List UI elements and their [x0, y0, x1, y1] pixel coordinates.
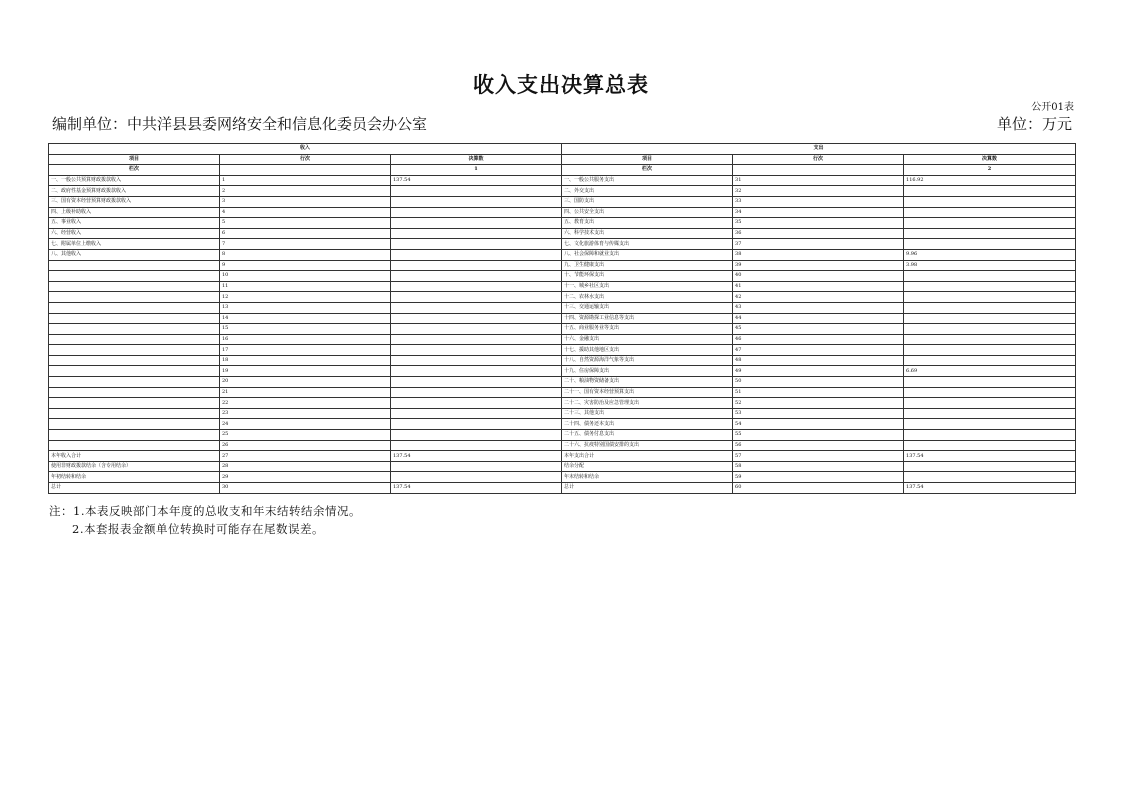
income-row-no-cell: 17: [220, 345, 391, 356]
expense-row-no-cell: 48: [733, 355, 904, 366]
expense-amount-cell: [904, 461, 1076, 472]
income-amount-cell: [391, 366, 562, 377]
expense-item-header: 项目: [562, 154, 733, 165]
table-row: [49, 408, 1076, 419]
income-amount-cell: [391, 292, 562, 303]
expense-row-no-cell: 51: [733, 387, 904, 398]
income-item-cell: [49, 355, 220, 366]
income-item-cell: [49, 419, 220, 430]
expense-row-no-cell: 39: [733, 260, 904, 271]
income-amount-cell: [391, 228, 562, 239]
income-amount-cell: [391, 207, 562, 218]
income-item-cell: [49, 302, 220, 313]
income-item-cell: [49, 377, 220, 388]
income-row-no-cell: 5: [220, 218, 391, 229]
income-item-cell: 二、政府性基金预算财政拨款收入: [49, 186, 220, 197]
expense-row-no-cell: 33: [733, 196, 904, 207]
income-amount-cell: [391, 408, 562, 419]
income-amount-cell: [391, 281, 562, 292]
expense-row-no-cell: 50: [733, 377, 904, 388]
expense-amount-cell: [904, 281, 1076, 292]
expense-amount-cell: 137.54: [904, 451, 1076, 462]
reporting-organization: 编制单位：中共洋县县委网络安全和信息化委员会办公室: [52, 115, 428, 133]
table-row: [49, 302, 1076, 313]
income-item-cell: [49, 292, 220, 303]
income-item-cell: [49, 387, 220, 398]
income-row-no-cell: 2: [220, 186, 391, 197]
expense-lanci-label: 栏次: [562, 165, 733, 176]
expense-amount-cell: [904, 419, 1076, 430]
income-row-no-cell: 8: [220, 249, 391, 260]
income-amount-cell: [391, 313, 562, 324]
expense-amount-cell: [904, 239, 1076, 250]
expense-amount-cell: 9.96: [904, 249, 1076, 260]
income-item-cell: 七、附属单位上缴收入: [49, 239, 220, 250]
income-item-cell: [49, 260, 220, 271]
expense-row-no-cell: 46: [733, 334, 904, 345]
income-amount-cell: 137.54: [391, 175, 562, 186]
currency-unit: 单位：万元: [996, 115, 1072, 133]
income-item-cell: [49, 271, 220, 282]
income-row-no-cell: 30: [220, 483, 391, 494]
expense-item-cell: 二十二、灾害防治及应急管理支出: [562, 398, 733, 409]
expense-amount-cell: [904, 271, 1076, 282]
expense-amount-cell: [904, 430, 1076, 441]
income-row-no-cell: 13: [220, 302, 391, 313]
income-item-cell: [49, 281, 220, 292]
income-item-cell: 三、国有资本经营预算财政拨款收入: [49, 196, 220, 207]
table-row: [49, 440, 1076, 451]
expense-row-no-cell: 57: [733, 451, 904, 462]
expense-amount-cell: 137.54: [904, 483, 1076, 494]
income-amount-cell: [391, 302, 562, 313]
expense-item-cell: 二十五、债务付息支出: [562, 430, 733, 441]
income-amount-cell: [391, 387, 562, 398]
income-row-no-cell: 18: [220, 355, 391, 366]
income-item-cell: 年初结转和结余: [49, 472, 220, 483]
expense-row-no-cell: 31: [733, 175, 904, 186]
table-row: [49, 419, 1076, 430]
expense-item-cell: 十六、金融支出: [562, 334, 733, 345]
income-row-no-cell: 10: [220, 271, 391, 282]
page-title: 收入支出决算总表: [473, 72, 649, 97]
income-amount-cell: [391, 398, 562, 409]
income-amount-cell: [391, 196, 562, 207]
expense-amount-header: 决算数: [904, 154, 1076, 165]
expense-amount-cell: [904, 313, 1076, 324]
table-row: [49, 334, 1076, 345]
income-row-no-cell: 14: [220, 313, 391, 324]
expense-amount-cell: 3.98: [904, 260, 1076, 271]
income-item-cell: 使用非财政拨款结余（含专用结余）: [49, 461, 220, 472]
income-row-no-cell: 12: [220, 292, 391, 303]
income-section-header: 收入: [49, 144, 562, 155]
income-amount-cell: 137.54: [391, 483, 562, 494]
income-item-cell: 总计: [49, 483, 220, 494]
expense-item-cell: 二十三、其他支出: [562, 408, 733, 419]
income-row-no-cell: 27: [220, 451, 391, 462]
table-row: [49, 451, 1076, 462]
income-item-cell: [49, 366, 220, 377]
section-header-row: [49, 144, 1076, 155]
table-row: [49, 239, 1076, 250]
expense-amount-cell: [904, 228, 1076, 239]
income-row-no-header: 行次: [220, 154, 391, 165]
expense-item-cell: 二十六、抗疫特别国债安排的支出: [562, 440, 733, 451]
table-row: [49, 196, 1076, 207]
table-row: [49, 387, 1076, 398]
expense-amount-cell: [904, 302, 1076, 313]
expense-item-cell: 二十、粮油物资储备支出: [562, 377, 733, 388]
expense-row-no-cell: 54: [733, 419, 904, 430]
expense-lanci-blank: [733, 165, 904, 176]
income-item-header: 项目: [49, 154, 220, 165]
income-column-number: 1: [391, 165, 562, 176]
expense-item-cell: 二十四、债务还本支出: [562, 419, 733, 430]
income-amount-cell: [391, 324, 562, 335]
income-row-no-cell: 3: [220, 196, 391, 207]
expense-amount-cell: [904, 377, 1076, 388]
income-row-no-cell: 6: [220, 228, 391, 239]
income-amount-cell: [391, 186, 562, 197]
expense-row-no-cell: 36: [733, 228, 904, 239]
footnote-1: 注：1.本表反映部门本年度的总收支和年末结转结余情况。: [49, 504, 361, 518]
expense-row-no-cell: 43: [733, 302, 904, 313]
expense-item-cell: 三、国防支出: [562, 196, 733, 207]
income-row-no-cell: 15: [220, 324, 391, 335]
income-item-cell: 本年收入合计: [49, 451, 220, 462]
income-amount-cell: [391, 239, 562, 250]
table-row: [49, 313, 1076, 324]
expense-row-no-cell: 53: [733, 408, 904, 419]
expense-row-no-cell: 47: [733, 345, 904, 356]
footnote-2: 2.本套报表金额单位转换时可能存在尾数误差。: [72, 522, 324, 536]
expense-item-cell: 十一、城乡社区支出: [562, 281, 733, 292]
expense-row-no-cell: 44: [733, 313, 904, 324]
expense-row-no-cell: 37: [733, 239, 904, 250]
income-row-no-cell: 28: [220, 461, 391, 472]
income-row-no-cell: 26: [220, 440, 391, 451]
table-row: [49, 249, 1076, 260]
income-amount-cell: [391, 345, 562, 356]
expense-row-no-cell: 40: [733, 271, 904, 282]
income-amount-cell: [391, 440, 562, 451]
expense-amount-cell: [904, 440, 1076, 451]
income-amount-cell: [391, 271, 562, 282]
income-amount-header: 决算数: [391, 154, 562, 165]
income-item-cell: [49, 313, 220, 324]
expense-item-cell: 四、公共安全支出: [562, 207, 733, 218]
expense-item-cell: 十八、自然资源海洋气象等支出: [562, 355, 733, 366]
expense-item-cell: 六、科学技术支出: [562, 228, 733, 239]
income-row-no-cell: 11: [220, 281, 391, 292]
income-amount-cell: 137.54: [391, 451, 562, 462]
expense-item-cell: 总计: [562, 483, 733, 494]
expense-item-cell: 结余分配: [562, 461, 733, 472]
income-item-cell: 六、经营收入: [49, 228, 220, 239]
expense-item-cell: 九、卫生健康支出: [562, 260, 733, 271]
income-amount-cell: [391, 377, 562, 388]
income-row-no-cell: 1: [220, 175, 391, 186]
income-amount-cell: [391, 260, 562, 271]
expense-row-no-cell: 41: [733, 281, 904, 292]
income-amount-cell: [391, 430, 562, 441]
table-row: [49, 324, 1076, 335]
column-number-row: [49, 165, 1076, 176]
table-row: [49, 377, 1076, 388]
expense-item-cell: 十七、援助其他地区支出: [562, 345, 733, 356]
income-row-no-cell: 9: [220, 260, 391, 271]
footnotes: [49, 502, 361, 538]
table-row: [49, 472, 1076, 483]
income-item-cell: [49, 408, 220, 419]
income-item-cell: [49, 440, 220, 451]
expense-row-no-cell: 55: [733, 430, 904, 441]
expense-amount-cell: 6.69: [904, 366, 1076, 377]
expense-item-cell: 十、节能环保支出: [562, 271, 733, 282]
expense-amount-cell: [904, 334, 1076, 345]
table-row: [49, 186, 1076, 197]
column-header-row: [49, 154, 1076, 165]
expense-row-no-cell: 34: [733, 207, 904, 218]
expense-amount-cell: [904, 472, 1076, 483]
table-row: [49, 430, 1076, 441]
table-row: [49, 355, 1076, 366]
table-row: [49, 345, 1076, 356]
expense-item-cell: 二十一、国有资本经营预算支出: [562, 387, 733, 398]
table-row: [49, 366, 1076, 377]
expense-amount-cell: [904, 196, 1076, 207]
income-amount-cell: [391, 355, 562, 366]
expense-amount-cell: [904, 292, 1076, 303]
expense-item-cell: 十五、商业服务业等支出: [562, 324, 733, 335]
income-row-no-cell: 4: [220, 207, 391, 218]
expense-amount-cell: [904, 218, 1076, 229]
expense-item-cell: 十九、住房保障支出: [562, 366, 733, 377]
expense-row-no-cell: 60: [733, 483, 904, 494]
expense-item-cell: 十三、交通运输支出: [562, 302, 733, 313]
income-item-cell: 五、事业收入: [49, 218, 220, 229]
expense-item-cell: 五、教育支出: [562, 218, 733, 229]
expense-row-no-header: 行次: [733, 154, 904, 165]
income-item-cell: 一、一般公共预算财政拨款收入: [49, 175, 220, 186]
expense-row-no-cell: 38: [733, 249, 904, 260]
income-row-no-cell: 24: [220, 419, 391, 430]
income-row-no-cell: 20: [220, 377, 391, 388]
income-amount-cell: [391, 218, 562, 229]
income-row-no-cell: 22: [220, 398, 391, 409]
table-row: [49, 271, 1076, 282]
expense-row-no-cell: 59: [733, 472, 904, 483]
income-item-cell: [49, 430, 220, 441]
expense-item-cell: 本年支出合计: [562, 451, 733, 462]
table-row: [49, 483, 1076, 494]
expense-item-cell: 年末结转和结余: [562, 472, 733, 483]
income-row-no-cell: 19: [220, 366, 391, 377]
expense-section-header: 支出: [562, 144, 1076, 155]
table-row: [49, 207, 1076, 218]
expense-row-no-cell: 52: [733, 398, 904, 409]
income-amount-cell: [391, 249, 562, 260]
income-amount-cell: [391, 461, 562, 472]
table-row: [49, 228, 1076, 239]
expense-amount-cell: [904, 207, 1076, 218]
expense-item-cell: 八、社会保障和就业支出: [562, 249, 733, 260]
expense-amount-cell: [904, 408, 1076, 419]
table-row: [49, 175, 1076, 186]
expense-item-cell: 十二、农林水支出: [562, 292, 733, 303]
table-row: [49, 292, 1076, 303]
expense-amount-cell: [904, 398, 1076, 409]
table-row: [49, 218, 1076, 229]
income-lanci-label: 栏次: [49, 165, 220, 176]
income-row-no-cell: 25: [220, 430, 391, 441]
income-item-cell: 四、上级补助收入: [49, 207, 220, 218]
income-item-cell: 八、其他收入: [49, 249, 220, 260]
expense-row-no-cell: 56: [733, 440, 904, 451]
table-row: [49, 281, 1076, 292]
form-number: 公开01表: [1031, 102, 1074, 113]
expense-column-number: 2: [904, 165, 1076, 176]
expense-item-cell: 一、一般公共服务支出: [562, 175, 733, 186]
expense-row-no-cell: 35: [733, 218, 904, 229]
expense-row-no-cell: 32: [733, 186, 904, 197]
expense-row-no-cell: 42: [733, 292, 904, 303]
income-item-cell: [49, 324, 220, 335]
expense-amount-cell: [904, 324, 1076, 335]
expense-row-no-cell: 45: [733, 324, 904, 335]
income-item-cell: [49, 398, 220, 409]
income-row-no-cell: 16: [220, 334, 391, 345]
income-amount-cell: [391, 472, 562, 483]
expense-item-cell: 十四、资源勘探工业信息等支出: [562, 313, 733, 324]
expense-amount-cell: [904, 387, 1076, 398]
expense-amount-cell: [904, 355, 1076, 366]
table-row: [49, 461, 1076, 472]
expense-row-no-cell: 49: [733, 366, 904, 377]
income-amount-cell: [391, 419, 562, 430]
income-lanci-blank: [220, 165, 391, 176]
expense-item-cell: 七、文化旅游体育与传媒支出: [562, 239, 733, 250]
expense-item-cell: 二、外交支出: [562, 186, 733, 197]
table-row: [49, 260, 1076, 271]
income-amount-cell: [391, 334, 562, 345]
table-row: [49, 398, 1076, 409]
expense-amount-cell: 116.92: [904, 175, 1076, 186]
expense-row-no-cell: 58: [733, 461, 904, 472]
budget-summary-table: [48, 143, 1076, 494]
income-item-cell: [49, 334, 220, 345]
income-row-no-cell: 7: [220, 239, 391, 250]
income-item-cell: [49, 345, 220, 356]
income-row-no-cell: 23: [220, 408, 391, 419]
income-row-no-cell: 29: [220, 472, 391, 483]
income-row-no-cell: 21: [220, 387, 391, 398]
expense-amount-cell: [904, 186, 1076, 197]
expense-amount-cell: [904, 345, 1076, 356]
